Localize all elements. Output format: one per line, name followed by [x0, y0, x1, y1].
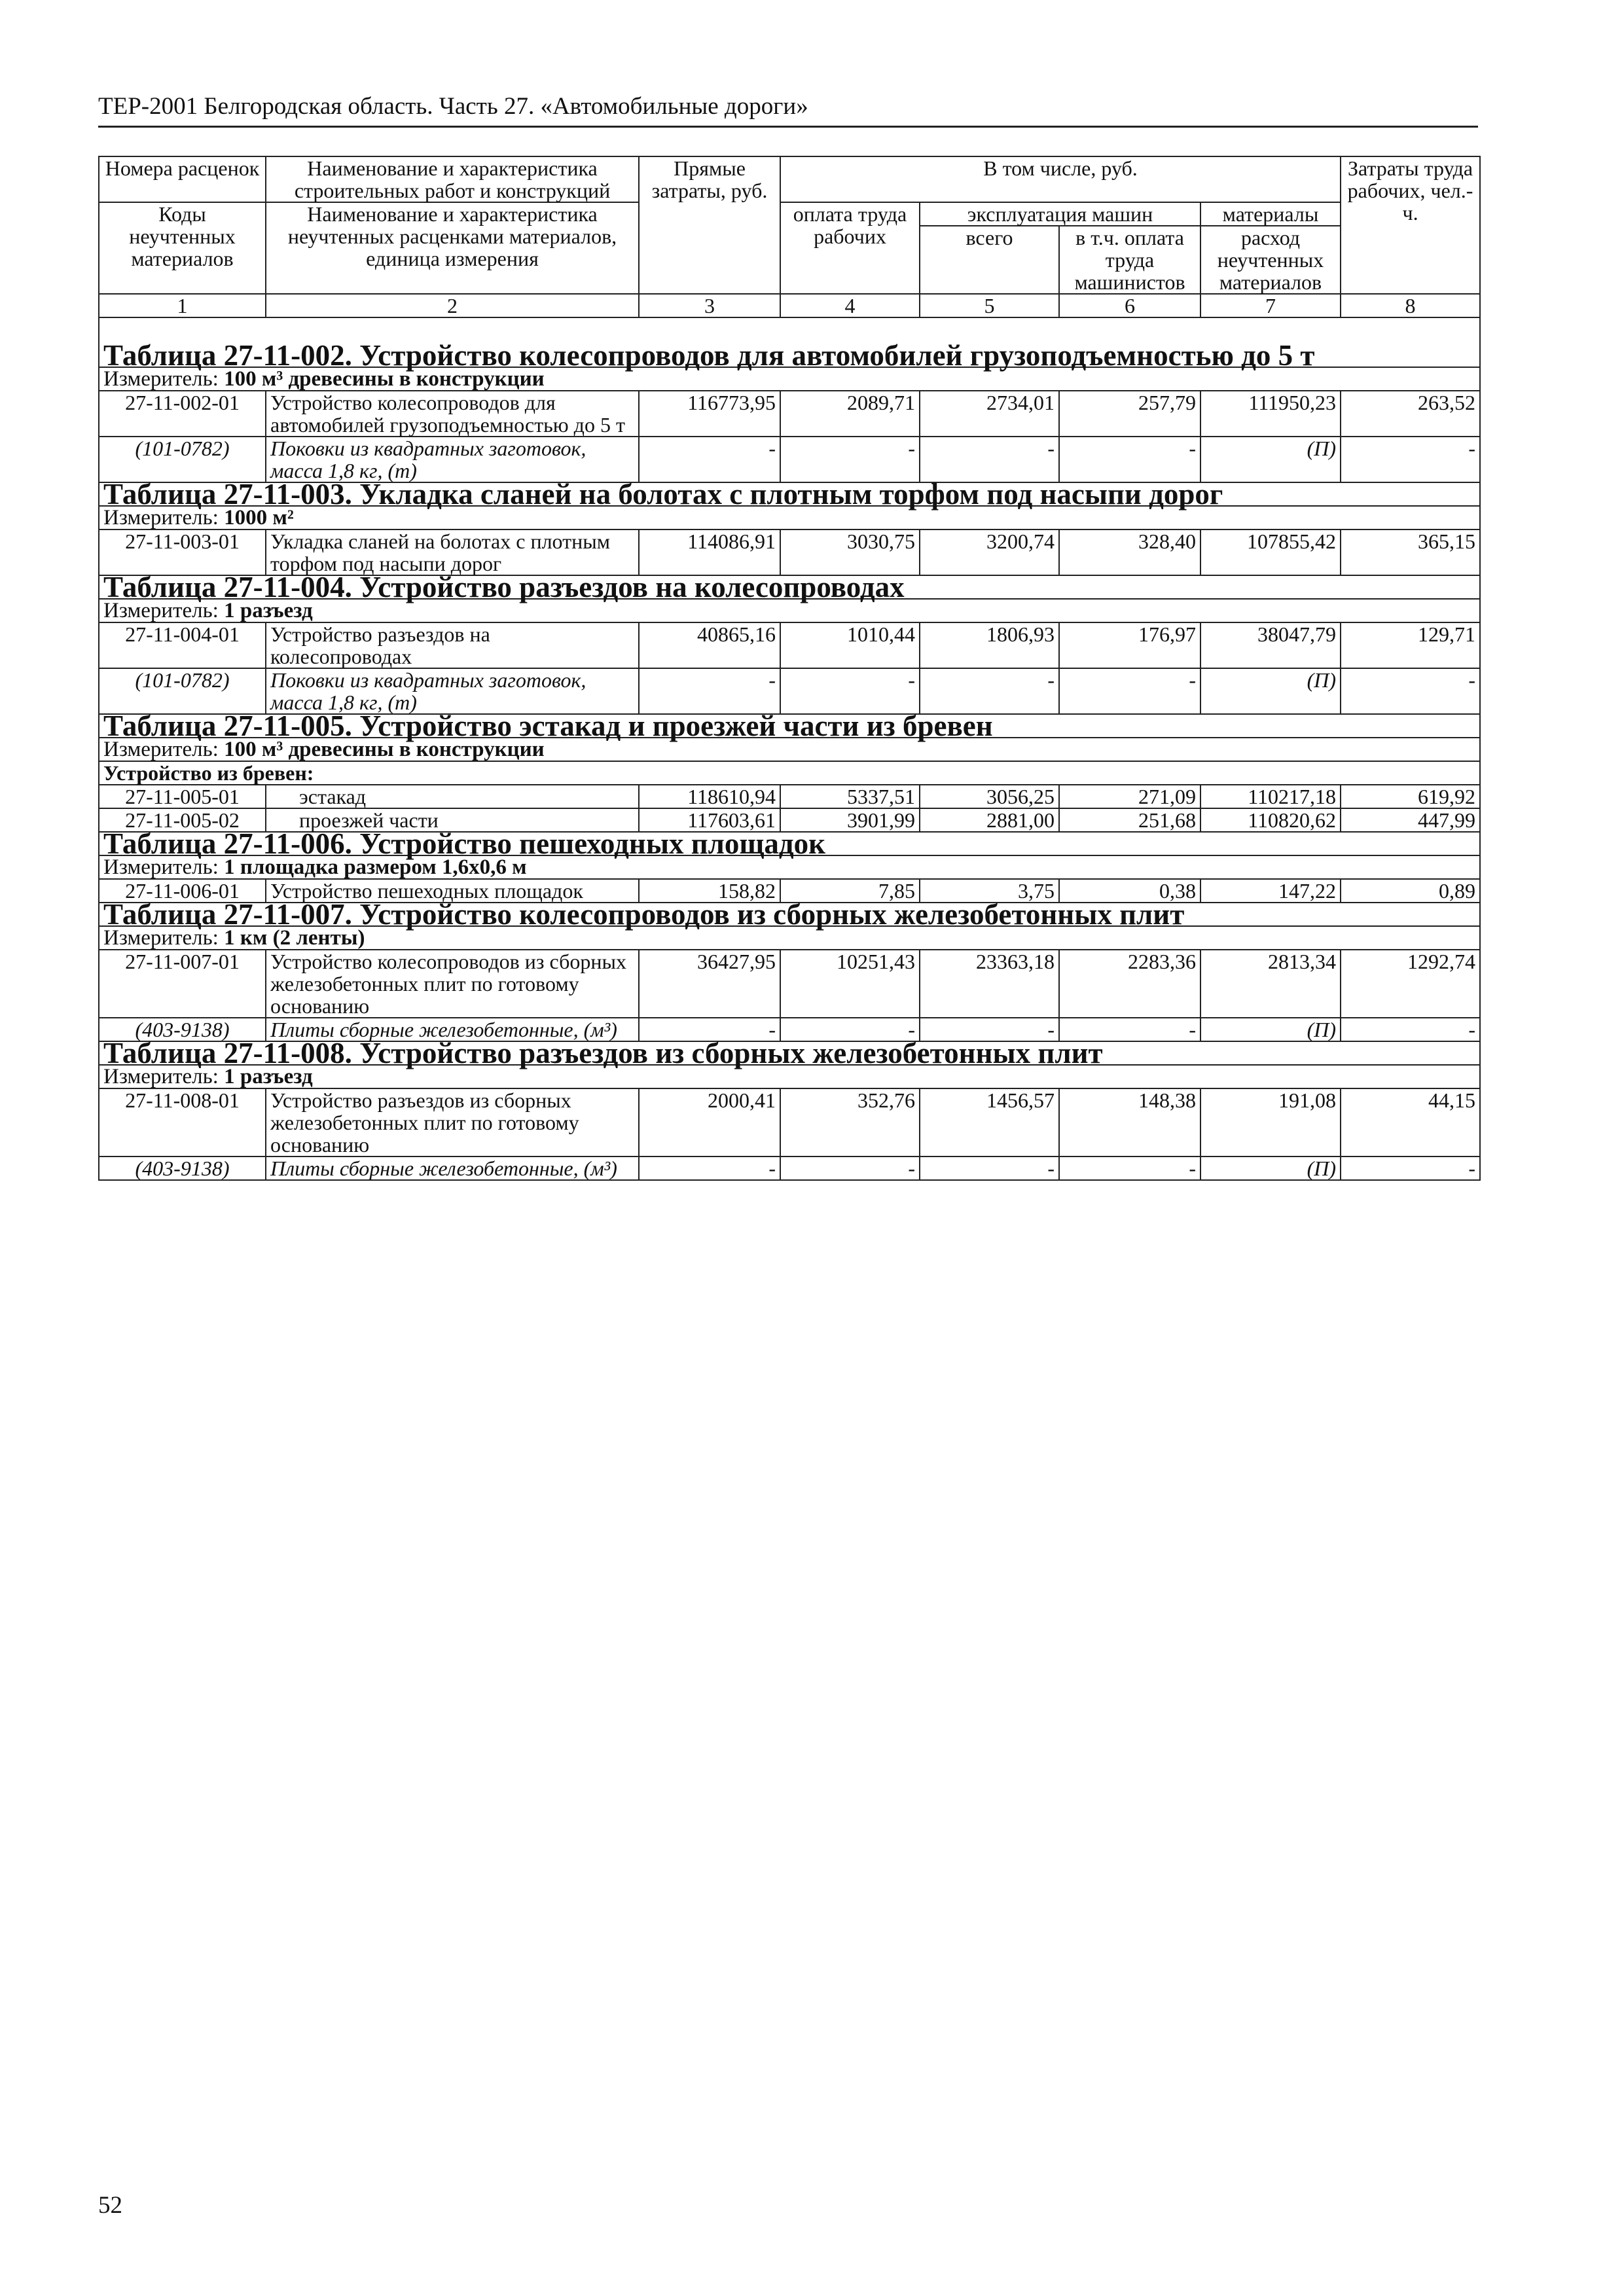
section-title: Таблица 27-11-008. Устройство разъездов из сборных железобетонных плит	[99, 1041, 1480, 1065]
rate-name: Устройство колесопроводов из сборных железобетонных плит по готовому основанию	[266, 950, 639, 1018]
measure-value: 1 площадка размером 1,6х0,6 м	[224, 855, 527, 879]
direct-cost: 36427,95	[639, 950, 780, 1018]
machinist-pay: 328,40	[1059, 529, 1200, 575]
table-row	[99, 391, 1480, 437]
rate-code: 27-11-008-01	[99, 1088, 266, 1157]
col-rate-number-header: Номера расценок	[99, 156, 266, 202]
measure-label: Измеритель:	[103, 738, 219, 761]
worker-pay: -	[780, 437, 920, 482]
labor-hours: 619,92	[1341, 785, 1480, 808]
material-row	[99, 437, 1480, 482]
labor-hours: 129,71	[1341, 622, 1480, 668]
col-direct-cost-header: Прямые затраты, руб.	[639, 156, 780, 294]
section-title-row	[99, 832, 1480, 855]
direct-cost: -	[639, 668, 780, 714]
header-row-2	[99, 202, 1480, 226]
col-unaccounted-materials-header: расход неучтенных материалов	[1200, 226, 1341, 294]
machines-total: -	[920, 437, 1059, 482]
col-labor-hours-header: Затраты труда рабочих, чел.-ч.	[1341, 156, 1480, 294]
column-number: 6	[1059, 294, 1200, 317]
labor-hours: 447,99	[1341, 808, 1480, 832]
machinist-pay: 148,38	[1059, 1088, 1200, 1157]
subheading-row	[99, 761, 1480, 785]
col-material-name-header: Наименование и характеристика неучтенных расценками материалов, единица измерения	[266, 202, 639, 294]
rate-code: 27-11-005-01	[99, 785, 266, 808]
direct-cost: -	[639, 1157, 780, 1180]
material-row	[99, 668, 1480, 714]
machines-total: 2881,00	[920, 808, 1059, 832]
worker-pay: 1010,44	[780, 622, 920, 668]
machines-total: -	[920, 1157, 1059, 1180]
material-code: (403-9138)	[99, 1018, 266, 1041]
machines-total: 2734,01	[920, 391, 1059, 437]
col-materials-header: материалы	[1200, 202, 1341, 226]
column-number: 1	[99, 294, 266, 317]
section-title: Таблица 27-11-005. Устройство эстакад и проезжей части из бревен	[99, 714, 1480, 738]
table-row	[99, 950, 1480, 1018]
column-number: 4	[780, 294, 920, 317]
materials-cost: 107855,42	[1200, 529, 1341, 575]
material-code: (101-0782)	[99, 668, 266, 714]
machines-total: 1456,57	[920, 1088, 1059, 1157]
machines-total: -	[920, 1018, 1059, 1041]
materials-cost: 191,08	[1200, 1088, 1341, 1157]
measure-label: Измеритель:	[103, 367, 219, 391]
material-name: Плиты сборные железобетонные, (м³)	[266, 1157, 639, 1180]
worker-pay: 3901,99	[780, 808, 920, 832]
worker-pay: 3030,75	[780, 529, 920, 575]
materials-cost: (П)	[1200, 1018, 1341, 1041]
worker-pay: -	[780, 668, 920, 714]
materials-cost: 38047,79	[1200, 622, 1341, 668]
material-name: Плиты сборные железобетонные, (м³)	[266, 1018, 639, 1041]
col-group-header: В том числе, руб.	[780, 156, 1341, 202]
rate-code: 27-11-002-01	[99, 391, 266, 437]
measure-label: Измеритель:	[103, 855, 219, 879]
col-work-name-header: Наименование и характеристика строительных работ и конструкций	[266, 156, 639, 202]
section-title: Таблица 27-11-006. Устройство пешеходных площадок	[99, 832, 1480, 855]
page-number: 52	[98, 2192, 122, 2219]
measure-label: Измеритель:	[103, 506, 219, 529]
table-row	[99, 622, 1480, 668]
col-worker-pay-header: оплата труда рабочих	[780, 202, 920, 294]
direct-cost: 118610,94	[639, 785, 780, 808]
column-number: 7	[1200, 294, 1341, 317]
rate-code: 27-11-006-01	[99, 879, 266, 903]
section-title: Таблица 27-11-007. Устройство колесопроводов из сборных железобетонных плит	[99, 903, 1480, 926]
rate-code: 27-11-004-01	[99, 622, 266, 668]
table-row	[99, 785, 1480, 808]
column-number: 5	[920, 294, 1059, 317]
rate-name: эстакад	[266, 785, 639, 808]
rate-code: 27-11-007-01	[99, 950, 266, 1018]
direct-cost: 158,82	[639, 879, 780, 903]
rate-name: проезжей части	[266, 808, 639, 832]
machinist-pay: 257,79	[1059, 391, 1200, 437]
measure-label: Измеритель:	[103, 1065, 219, 1088]
subheading: Устройство из бревен:	[99, 761, 1480, 785]
measure-value: 1 км (2 ленты)	[224, 926, 365, 950]
material-name: Поковки из квадратных заготовок, масса 1,8 кг, (т)	[266, 668, 639, 714]
rate-code: 27-11-003-01	[99, 529, 266, 575]
worker-pay: 2089,71	[780, 391, 920, 437]
col-machines-total-header: всего	[920, 226, 1059, 294]
labor-hours: -	[1341, 1157, 1480, 1180]
materials-cost: 110217,18	[1200, 785, 1341, 808]
machines-total: -	[920, 668, 1059, 714]
materials-cost: (П)	[1200, 1157, 1341, 1180]
worker-pay: 10251,43	[780, 950, 920, 1018]
table-row	[99, 529, 1480, 575]
labor-hours: 263,52	[1341, 391, 1480, 437]
column-number: 3	[639, 294, 780, 317]
machinist-pay: -	[1059, 1018, 1200, 1041]
materials-cost: 111950,23	[1200, 391, 1341, 437]
materials-cost: (П)	[1200, 668, 1341, 714]
materials-cost: (П)	[1200, 437, 1341, 482]
worker-pay: 7,85	[780, 879, 920, 903]
direct-cost: 114086,91	[639, 529, 780, 575]
col-material-code-header: Коды неучтенных материалов	[99, 202, 266, 294]
measure-value: 100 м³ древесины в конструкции	[224, 738, 545, 761]
rate-name: Устройство колесопроводов для автомобилей грузоподъемностью до 5 т	[266, 391, 639, 437]
direct-cost: 40865,16	[639, 622, 780, 668]
measure-label: Измеритель:	[103, 599, 219, 622]
direct-cost: 117603,61	[639, 808, 780, 832]
material-row	[99, 1157, 1480, 1180]
worker-pay: -	[780, 1018, 920, 1041]
machinist-pay: 2283,36	[1059, 950, 1200, 1018]
material-code: (101-0782)	[99, 437, 266, 482]
col-machines-header: эксплуатация машин	[920, 202, 1200, 226]
section-title: Таблица 27-11-002. Устройство колесопроводов для автомобилей грузоподъемностью до 5 т	[99, 317, 1480, 367]
worker-pay: 5337,51	[780, 785, 920, 808]
section-title-row	[99, 575, 1480, 599]
section-title: Таблица 27-11-003. Укладка сланей на болотах с плотным торфом под насыпи дорог	[99, 482, 1480, 506]
materials-cost: 2813,34	[1200, 950, 1341, 1018]
machinist-pay: -	[1059, 437, 1200, 482]
rate-name: Укладка сланей на болотах с плотным торфом под насыпи дорог	[266, 529, 639, 575]
labor-hours: 44,15	[1341, 1088, 1480, 1157]
section-title-row	[99, 1041, 1480, 1065]
direct-cost: -	[639, 1018, 780, 1041]
material-name: Поковки из квадратных заготовок, масса 1,8 кг, (т)	[266, 437, 639, 482]
machines-total: 3056,25	[920, 785, 1059, 808]
worker-pay: 352,76	[780, 1088, 920, 1157]
col-machinist-pay-header: в т.ч. оплата труда машинистов	[1059, 226, 1200, 294]
machines-total: 1806,93	[920, 622, 1059, 668]
labor-hours: 365,15	[1341, 529, 1480, 575]
labor-hours: 0,89	[1341, 879, 1480, 903]
machinist-pay: -	[1059, 1157, 1200, 1180]
measure-value: 100 м³ древесины в конструкции	[224, 367, 545, 391]
rate-code: 27-11-005-02	[99, 808, 266, 832]
measure-value: 1000 м²	[224, 506, 294, 529]
direct-cost: 2000,41	[639, 1088, 780, 1157]
section-title-row	[99, 317, 1480, 367]
section-title: Таблица 27-11-004. Устройство разъездов на колесопроводах	[99, 575, 1480, 599]
column-numbers-row	[99, 294, 1480, 317]
section-title-row	[99, 714, 1480, 738]
rates-table	[98, 156, 1481, 1181]
table-row	[99, 1088, 1480, 1157]
labor-hours: 1292,74	[1341, 950, 1480, 1018]
machinist-pay: -	[1059, 668, 1200, 714]
labor-hours: -	[1341, 1018, 1480, 1041]
column-number: 8	[1341, 294, 1480, 317]
rate-name: Устройство разъездов на колесопроводах	[266, 622, 639, 668]
measure-value: 1 разъезд	[224, 599, 313, 622]
materials-cost: 110820,62	[1200, 808, 1341, 832]
labor-hours: -	[1341, 437, 1480, 482]
machinist-pay: 0,38	[1059, 879, 1200, 903]
machinist-pay: 271,09	[1059, 785, 1200, 808]
measure-value: 1 разъезд	[224, 1065, 313, 1088]
machines-total: 3200,74	[920, 529, 1059, 575]
measure-label: Измеритель:	[103, 926, 219, 950]
material-code: (403-9138)	[99, 1157, 266, 1180]
rate-name: Устройство пешеходных площадок	[266, 879, 639, 903]
materials-cost: 147,22	[1200, 879, 1341, 903]
machinist-pay: 251,68	[1059, 808, 1200, 832]
direct-cost: 116773,95	[639, 391, 780, 437]
rate-name: Устройство разъездов из сборных железобетонных плит по готовому основанию	[266, 1088, 639, 1157]
machinist-pay: 176,97	[1059, 622, 1200, 668]
direct-cost: -	[639, 437, 780, 482]
machines-total: 23363,18	[920, 950, 1059, 1018]
section-title-row	[99, 903, 1480, 926]
worker-pay: -	[780, 1157, 920, 1180]
page-header: ТЕР-2001 Белгородская область. Часть 27. «Автомобильные дороги»	[98, 92, 1478, 128]
section-title-row	[99, 482, 1480, 506]
header-row-1	[99, 156, 1480, 202]
labor-hours: -	[1341, 668, 1480, 714]
machines-total: 3,75	[920, 879, 1059, 903]
column-number: 2	[266, 294, 639, 317]
